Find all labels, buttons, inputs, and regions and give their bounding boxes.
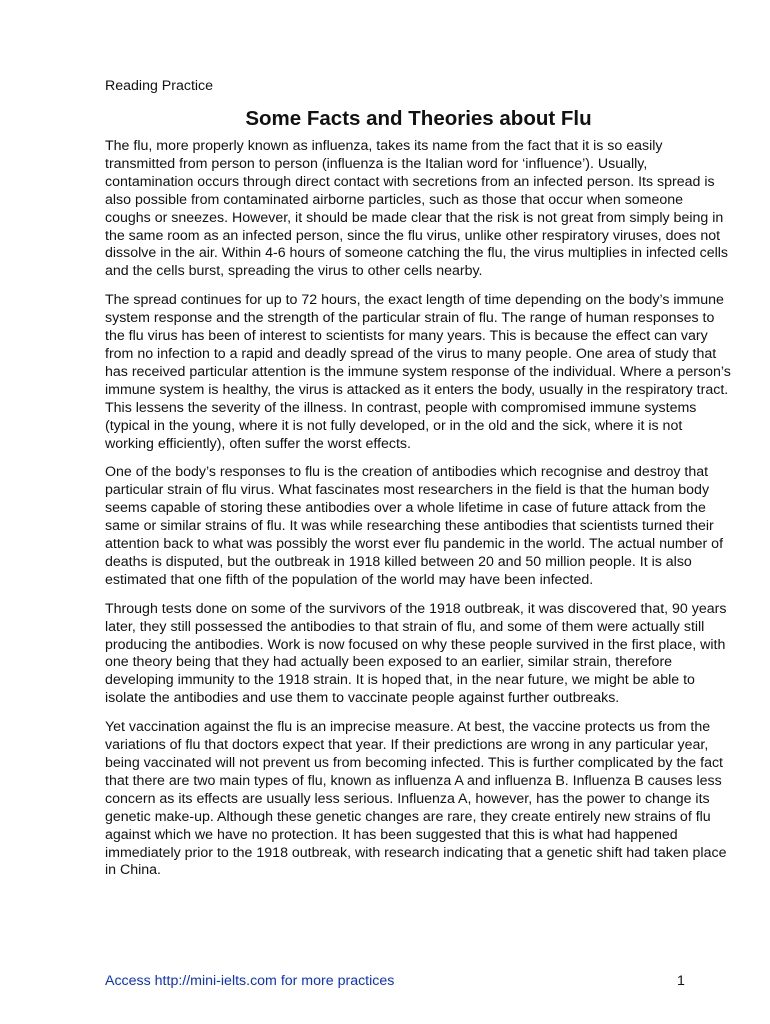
header-label: Reading Practice xyxy=(105,78,214,94)
paragraph-5: Yet vaccination against the flu is an imprecise measure. At best, the vaccine protects us from the variations of flu that doctors expect that year. If their predictions are wrong in any particular year, being vaccinated will not prevent us from becoming infected. This is further complicated by the fact that there are two main types of flu, known as influenza A and influenza B. Influenza B causes less concern as its effects are usually less serious. Influenza A, however, has the power to change its genetic make-up. Although these genetic changes are rare, they create entirely new strains of flu against which we have no protection. It has been suggested that this is what had happened immediately prior to the 1918 outbreak, with research indicating that a genetic shift had taken place in China. xyxy=(105,719,727,879)
document-body xyxy=(105,138,732,891)
paragraph-3: One of the body’s responses to flu is the creation of antibodies which recognise and destroy that particular strain of flu virus. What fascinates most researchers in the field is that the human body seems capable of storing these antibodies over a whole lifetime in case of future attack from the same or similar strains of flu. It was while researching these antibodies that scientists turned their attention back to what was possibly the worst ever flu pandemic in the world. The actual number of deaths is disputed, but the outbreak in 1918 killed between 20 and 50 million people. It is also estimated that one fifth of the population of the world may have been infected. xyxy=(105,464,724,588)
page-number: 1 xyxy=(677,973,685,989)
document-title: Some Facts and Theories about Flu xyxy=(245,107,592,130)
footer-link[interactable]: Access http://mini-ielts.com for more practices xyxy=(105,973,395,989)
paragraph-1: The flu, more properly known as influenza, takes its name from the fact that it is so easily transmitted from person to person (influenza is the Italian word for ‘influence’). Usually, contamination occurs through direct contact with secretions from an infected person. Its spread is also possible from contaminated airborne particles, such as those that occur when someone coughs or sneezes. However, it should be made clear that the risk is not great from simply being in the same room as an infected person, since the flu virus, unlike other respiratory viruses, does not dissolve in the air. Within 4-6 hours of someone catching the flu, the virus multiplies in infected cells and the cells burst, spreading the virus to other cells nearby. xyxy=(105,138,728,280)
paragraph-4: Through tests done on some of the survivors of the 1918 outbreak, it was discovered that, 90 years later, they still possessed the antibodies to that strain of flu, and some of them were actually still producing the antibodies. Work is now focused on why these people survived in the first place, with one theory being that they had actually been exposed to an earlier, similar strain, therefore developing immunity to the 1918 strain. It is hoped that, in the near future, we might be able to isolate the antibodies and use them to vaccinate people against further outbreaks. xyxy=(105,600,727,707)
paragraph-2: The spread continues for up to 72 hours, the exact length of time depending on the body’s immune system response and the strength of the particular strain of flu. The range of human responses to the flu virus has been of interest to scientists for many years. This is because the effect can vary from no infection to a rapid and deadly spread of the virus to many people. One area of study that has received particular attention is the immune system response of the individual. Where a person’s immune system is healthy, the virus is attacked as it enters the body, usually in the respiratory tract. This lessens the severity of the illness. In contrast, people with compromised immune systems (typical in the young, where it is not fully developed, or in the old and the sick, where it is not working efficiently), often suffer the worst effects. xyxy=(105,292,731,452)
